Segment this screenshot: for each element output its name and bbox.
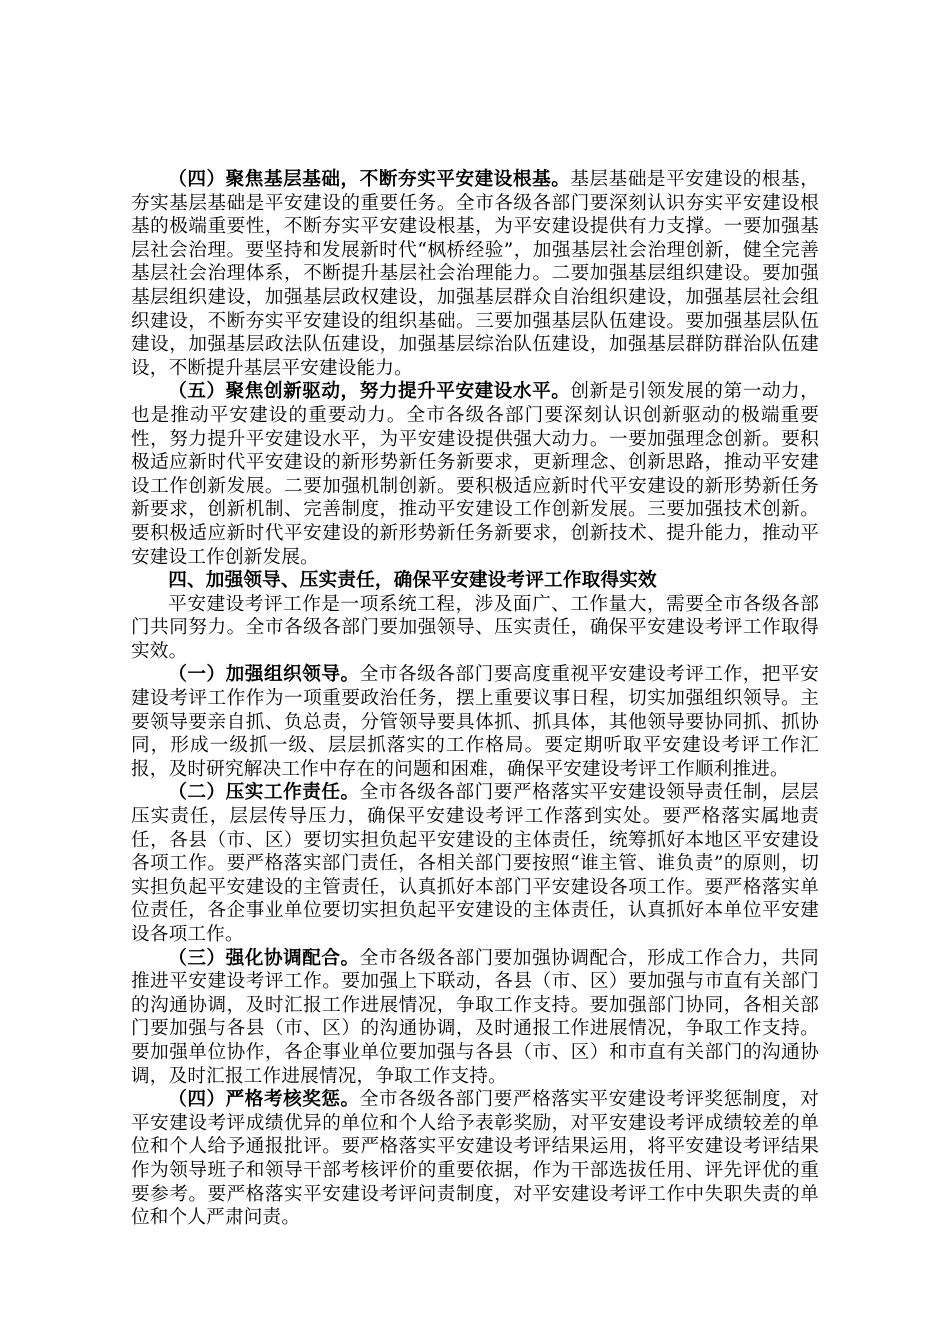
paragraph-grassroots xyxy=(131,168,819,380)
item-lead: （一）加强组织领导。 xyxy=(168,664,360,686)
item-assessment-rewards xyxy=(131,1088,819,1230)
item-coordination xyxy=(131,947,819,1089)
item-body: 全市各级各部门要严格落实平安建设领导责任制，层层压实责任，层层传导压力，确保平安建设考评工作落到实处。要严格落实属地责任，各县（市、区）要切实担负起平安建设的主体责任，统筹抓好本地区平安建设各项工作。要严格落实部门责任，各相关部门要按照“谁主管、谁负责”的原则，切实担负起平安建设的主管责任，认真抓好本部门平安建设各项工作。要严格落实单位责任，各企事业单位要切实担负起平安建设的主体责任，认真抓好本单位平安建设各项工作。 xyxy=(131,782,819,945)
paragraph-lead: （四）聚焦基层基础，不断夯实平安建设根基。 xyxy=(168,169,571,190)
item-lead: （四）严格考核奖惩。 xyxy=(168,1089,360,1111)
item-body: 全市各级各部门要加强协调配合，形成工作合力，共同推进平安建设考评工作。要加强上下联动，各县（市、区）要加强与市直有关部门的沟通协调，及时汇报工作进展情况，争取工作支持。要加强部门协同，各相关部门要加强与各县（市、区）的沟通协调，及时通报工作进展情况，争取工作支持。要加强单位协作，各企事业单位要加强与各县（市、区）和市直有关部门的沟通协调，及时汇报工作进展情况，争取工作支持。 xyxy=(131,947,819,1087)
paragraph-body: 基层基础是平安建设的根基，夯实基层基础是平安建设的重要任务。全市各级各部门要深刻认识夯实平安建设根基的极端重要性，不断夯实平安建设根基，为平安建设提供有力支撑。一要加强基层社会治理。要坚持和发展新时代“枫桥经验”，加强基层社会治理创新，健全完善基层社会治理体系，不断提升基层社会治理能力。二要加强基层组织建设。要加强基层组织建设，加强基层政权建设，加强基层群众自治组织建设，加强基层社会组织建设，不断夯实平安建设的组织基础。三要加强基层队伍建设。要加强基层队伍建设，加强基层政法队伍建设，加强基层综治队伍建设，加强基层群防群治队伍建设，不断提升基层平安建设能力。 xyxy=(131,169,819,379)
paragraph-body: 创新是引领发展的第一动力，也是推动平安建设的重要动力。全市各级各部门要深刻认识创新驱动的极端重要性，努力提升平安建设水平，为平安建设提供强大动力。一要加强理念创新。要积极适应新时代平安建设的新形势新任务新要求，更新理念、创新思路，推动平安建设工作创新发展。二要加强机制创新。要积极适应新时代平安建设的新形势新任务新要求，创新机制、完善制度，推动平安建设工作创新发展。三要加强技术创新。要积极适应新时代平安建设的新形势新任务新要求，创新技术、提升能力，推动平安建设工作创新发展。 xyxy=(131,381,819,568)
paragraph-lead: （五）聚焦创新驱动，努力提升平安建设水平。 xyxy=(168,381,571,403)
item-organization-leadership xyxy=(131,663,819,781)
item-lead: （二）压实工作责任。 xyxy=(168,782,360,804)
item-work-responsibility xyxy=(131,781,819,946)
paragraph-innovation xyxy=(131,380,819,569)
section-heading: 四、加强领导、压实责任，确保平安建设考评工作取得实效 xyxy=(168,570,657,592)
item-body: 全市各级各部门要严格落实平安建设考评奖惩制度，对平安建设考评成绩优异的单位和个人给予表彰奖励，对平安建设考评成绩较差的单位和个人给予通报批评。要严格落实平安建设考评结果运用，将平安建设考评结果作为领导班子和领导干部考核评价的重要依据，作为干部选拔任用、评先评优的重要参考。要严格落实平安建设考评问责制度，对平安建设考评工作中失职失责的单位和个人严肃问责。 xyxy=(131,1089,819,1229)
section-intro: 平安建设考评工作是一项系统工程，涉及面广、工作量大，需要全市各级各部门共同努力。全市各级各部门要加强领导、压实责任，确保平安建设考评工作取得实效。 xyxy=(131,593,819,662)
item-lead: （三）强化协调配合。 xyxy=(168,947,360,969)
item-body: 全市各级各部门要高度重视平安建设考评工作，把平安建设考评工作作为一项重要政治任务，摆上重要议事日程，切实加强组织领导。主要领导要亲自抓、负总责，分管领导要具体抓、抓具体，其他领导要协同抓、抓协同，形成一级抓一级、层层抓落实的工作格局。要定期听取平安建设考评工作汇报，及时研究解决工作中存在的问题和困难，确保平安建设考评工作顺利推进。 xyxy=(131,664,819,780)
